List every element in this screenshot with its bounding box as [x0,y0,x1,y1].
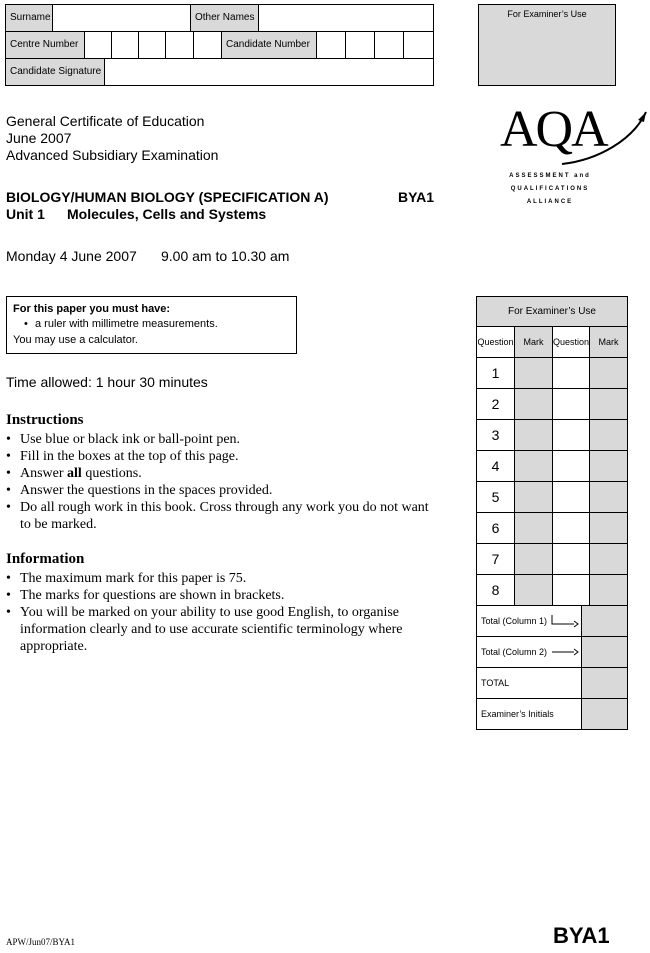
header-line-3: Advanced Subsidiary Examination [6,147,219,163]
arrow-icon [549,614,579,628]
question-number-col2 [552,574,590,606]
aqa-logo [498,101,650,210]
aqa-logo-text: AQA [500,101,607,158]
col-question-header: Question [552,326,590,358]
grand-total-label: TOTAL [476,667,582,699]
centre-number-label: Centre Number [5,31,85,59]
exam-header [6,113,218,164]
materials-item-text: a ruler with millimetre measurements. [35,318,218,330]
list-item: • Answer all questions. [6,465,431,482]
col-mark-header: Mark [514,326,553,358]
list-item: • Do all rough work in this book. Cross through any work you do not want to be marked. [6,499,431,533]
footer-reference: APW/Jun07/BYA1 [6,937,76,947]
arrow-icon [551,647,579,657]
header-line-1: General Certificate of Education [6,113,205,129]
grand-total-mark[interactable] [581,667,628,699]
subject-title: BIOLOGY/HUMAN BIOLOGY (SPECIFICATION A) [6,189,329,205]
question-number: 3 [476,419,515,451]
mark-field[interactable] [514,574,553,606]
list-item: • Answer the questions in the spaces provided. [6,482,431,499]
total-column-1-label: Total (Column 1) [481,616,548,626]
list-item: • You will be marked on your ability to use good English, to organise information clearly and to use accurate scientific terminology where appropriate. [6,604,431,655]
mark-field[interactable] [514,357,553,389]
header-line-2: June 2007 [6,130,72,146]
candidate-number-digit[interactable] [345,31,375,59]
mark-field-col2[interactable] [589,481,628,513]
information-heading: Information [6,551,85,567]
list-item: • Fill in the boxes at the top of this page. [6,448,431,465]
materials-heading: For this paper you must have: [13,303,171,315]
examiner-table-title: For Examiner’s Use [476,296,628,327]
question-number-col2 [552,543,590,575]
question-number-col2 [552,388,590,420]
exam-time: 9.00 am to 10.30 am [161,248,290,264]
mark-field[interactable] [514,481,553,513]
question-number: 7 [476,543,515,575]
mark-field-col2[interactable] [589,512,628,544]
col-mark-header: Mark [589,326,628,358]
mark-field-col2[interactable] [589,388,628,420]
materials-box [6,296,297,354]
unit-label: Unit 1 [6,206,45,222]
mark-field[interactable] [514,419,553,451]
examiner-use-box [478,4,616,86]
total-column-2-mark[interactable] [581,636,628,668]
mark-field-col2[interactable] [589,450,628,482]
col-question-header: Question [476,326,515,358]
question-number: 2 [476,388,515,420]
centre-number-digit[interactable] [111,31,139,59]
examiner-use-label: For Examiner’s Use [507,9,587,19]
examiner-initials-field[interactable] [581,698,628,730]
question-number-col2 [552,512,590,544]
other-names-label: Other Names [190,4,259,32]
signature-label: Candidate Signature [5,58,105,86]
time-allowed: Time allowed: 1 hour 30 minutes [6,374,208,390]
candidate-number-label: Candidate Number [221,31,317,59]
instructions-section [6,411,431,533]
signature-field[interactable] [104,58,434,86]
surname-field[interactable] [52,4,191,32]
examiner-initials-label: Examiner’s Initials [476,698,582,730]
total-column-2-label: Total (Column 2) [481,647,548,657]
bold-all: all [67,466,82,481]
materials-calculator: You may use a calculator. [13,334,138,346]
centre-number-digit[interactable] [165,31,194,59]
mark-field-col2[interactable] [589,574,628,606]
total-column-2 [476,636,582,668]
unit-title: Molecules, Cells and Systems [67,206,267,222]
question-number: 4 [476,450,515,482]
mark-field[interactable] [514,388,553,420]
centre-number-digit[interactable] [193,31,222,59]
aqa-tagline-2: QUALIFICATIONS [510,186,590,192]
question-number-col2 [552,419,590,451]
aqa-tagline-3: ALLIANCE [526,199,574,205]
surname-label: Surname [5,4,53,32]
question-number-col2 [552,357,590,389]
exam-day: Monday 4 June 2007 [6,248,137,264]
question-number: 5 [476,481,515,513]
candidate-number-digit[interactable] [403,31,434,59]
question-number-col2 [552,450,590,482]
centre-number-digit[interactable] [138,31,166,59]
centre-number-digit[interactable] [84,31,112,59]
question-number-col2 [552,481,590,513]
list-item: • The marks for questions are shown in brackets. [6,587,431,604]
mark-field[interactable] [514,512,553,544]
mark-field[interactable] [514,543,553,575]
list-item: • Use blue or black ink or ball-point pen. [6,431,431,448]
other-names-field[interactable] [258,4,434,32]
total-column-1 [476,605,582,637]
materials-item: • a ruler with millimetre measurements. [24,318,218,330]
list-item: • The maximum mark for this paper is 75. [6,570,431,587]
mark-field[interactable] [514,450,553,482]
information-section [6,550,431,655]
footer-code: BYA1 [553,923,610,948]
information-list [6,570,431,655]
candidate-number-digit[interactable] [374,31,404,59]
mark-field-col2[interactable] [589,419,628,451]
aqa-swoosh-icon [558,110,650,166]
subject-code: BYA1 [398,189,435,205]
aqa-tagline-1: ASSESSMENT and [509,173,591,179]
total-column-1-mark[interactable] [581,605,628,637]
mark-field-col2[interactable] [589,543,628,575]
aqa-tagline [498,170,602,209]
instructions-list [6,431,431,533]
question-number: 6 [476,512,515,544]
question-number: 8 [476,574,515,606]
mark-field-col2[interactable] [589,357,628,389]
instructions-heading: Instructions [6,412,84,428]
question-number: 1 [476,357,515,389]
candidate-number-digit[interactable] [316,31,346,59]
